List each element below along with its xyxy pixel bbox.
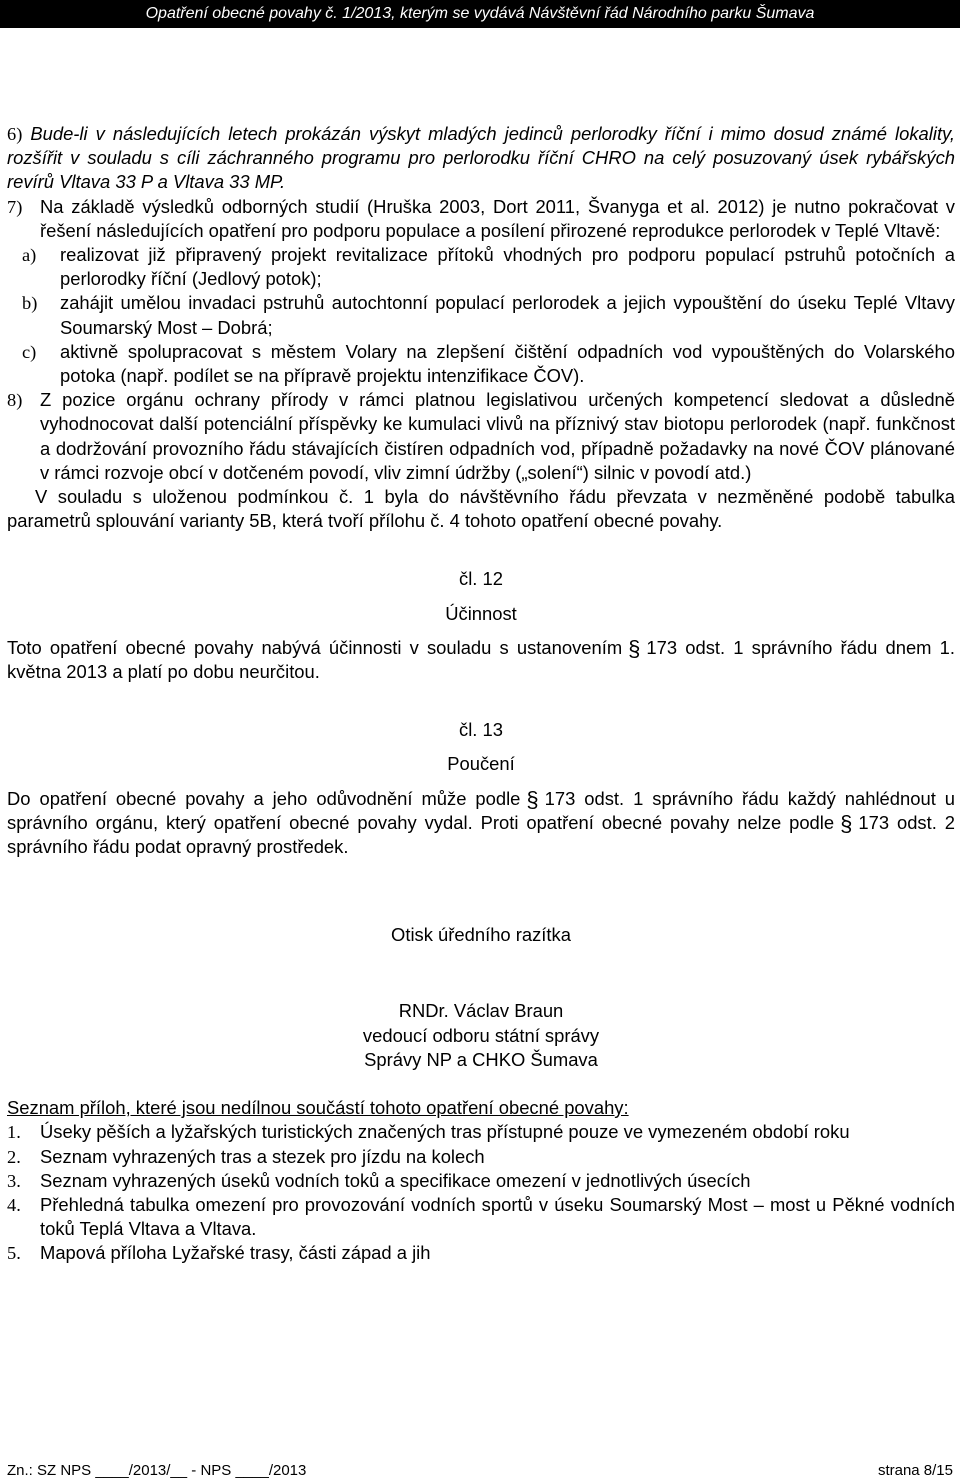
closing-paragraph: V souladu s uloženou podmínkou č. 1 byla do návštěvního řádu převzata v nezměněné podobě tabulka parametrů splouvání varianty 5B, která tvoří přílohu č. 4 tohoto opatření obecné povahy. (7, 486, 955, 532)
attachment-item: 1. Úseky pěších a lyžařských turistických značených tras přístupné pouze ve vymezeném období roku (7, 1121, 850, 1143)
article-13-text: Do opatření obecné povahy a jeho odůvodnění může podle § 173 odst. 1 správního řádu každý nahlédnout u správního orgánu, který opatření obecné povahy vydal. Proti opatření obecné povahy nelze podle § 173 odst. 2 správního řádu podat opravný prostředek. (7, 786, 955, 858)
attachment-item: 2. Seznam vyhrazených tras a stezek pro jízdu na kolech (7, 1145, 485, 1167)
article-12-label: čl. 12 (459, 568, 503, 590)
attachment-item: 4. Přehledná tabulka omezení pro provozování vodních sportů v úseku Soumarský Most – most u Pěkné vodních toků Teplá Vltava a Vltava. (7, 1193, 955, 1240)
section-sign-icon: § (526, 786, 539, 812)
sub-text: realizovat již připravený projekt revitalizace přítoků vhodných pro podporu populací pstruhů potočních a perlorodky říční (Jedlový potok); (60, 244, 955, 290)
sub-item-a (22, 243, 955, 291)
article-12-title: Účinnost (445, 602, 517, 624)
item-number: 6) (7, 124, 23, 144)
attachment-item: 5. Mapová příloha Lyžařské trasy, části západ a jih (7, 1242, 431, 1264)
article-12-text: Toto opatření obecné povahy nabývá účinnosti v souladu s ustanovením § 173 odst. 1 správního řádu dnem 1. května 2013 a platí po dobu neurčitou. (7, 635, 955, 683)
sub-text: zahájit umělou invadaci pstruhů autochtonní populací perlorodek a jejich vypouštění do úseku Teplé Vltavy Soumarský Most – Dobrá; (60, 292, 955, 338)
item-6 (7, 122, 955, 195)
document-body (7, 122, 955, 1266)
item-number: 8) (7, 390, 23, 411)
page-header (0, 0, 960, 28)
attachment-item: 3. Seznam vyhrazených úseků vodních toků a specifikace omezení v jednotlivých úsecích (7, 1169, 751, 1191)
item-text: Bude-li v následujících letech prokázán výskyt mladých jedinců perlorodky říční i mimo dosud známé lokality, rozšířit v souladu s cíli záchranného programu pro perlorodku říční CHRO na celý posuzovaný úsek rybářských revírů Vltava 33 P a Vltava 33 MP. (7, 123, 955, 193)
sub-text: aktivně spolupracovat s městem Volary na zlepšení čištění odpadních vod vypouštěných do Volarského potoka (např. podílet se na přípravě projektu intenzifikace ČOV). (60, 340, 955, 387)
item-number: 7) (7, 196, 23, 217)
item-8 (7, 388, 955, 485)
sub-letter: a) (22, 245, 37, 266)
attachments-heading: Seznam příloh, které jsou nedílnou součástí tohoto opatření obecné povahy: (7, 1097, 629, 1119)
sub-letter: c) (22, 341, 37, 362)
item-text: Z pozice orgánu ochrany přírody v rámci platnou legislativou určených kompetencí sledovat a důsledně vyhodnocovat další potenciální příspěvky ke kumulaci vlivů na příznivý stav biotopu perlorodek (např. funkčnost a dodržování provozního řádu stávajících čistíren odpadních vod, případně požadavky na nové ČOV plánované v rámci rozvoje obcí v dotčeném povodí, vliv zimní údržby („solení“) silnic v povodí atd.) (40, 389, 955, 483)
sub-letter: b) (22, 293, 38, 314)
signatory-role: vedoucí odboru státní správy (362, 1024, 600, 1046)
document-reference: Zn.: SZ NPS ____/2013/__ - NPS ____/2013 (7, 1462, 307, 1479)
section-sign-icon: § (628, 635, 641, 661)
article-13-label: čl. 13 (459, 719, 503, 741)
header-title: Opatření obecné povahy č. 1/2013, kterým se vydává Návštěvní řád Národního parku Šumava (145, 5, 815, 22)
section-sign-icon: § (840, 810, 853, 836)
sub-item-c (22, 340, 955, 388)
page-number: strana 8/15 (877, 1462, 953, 1479)
item-7 (7, 195, 955, 243)
signature-block (7, 999, 955, 1072)
signatory-name: RNDr. Václav Braun (398, 1000, 564, 1022)
stamp-placeholder: Otisk úředního razítka (391, 924, 571, 946)
page-footer (7, 1462, 953, 1479)
article-13-title: Poučení (447, 753, 515, 775)
signatory-org: Správy NP a CHKO Šumava (364, 1048, 598, 1070)
sub-item-b (22, 291, 955, 339)
item-text: Na základě výsledků odborných studií (Hruška 2003, Dort 2011, Švanyga et al. 2012) je nutno pokračovat v řešení následujících opatření pro podporu populace a posílení přirozené reprodukce perlorodek v Teplé Vltavě: (40, 195, 955, 241)
